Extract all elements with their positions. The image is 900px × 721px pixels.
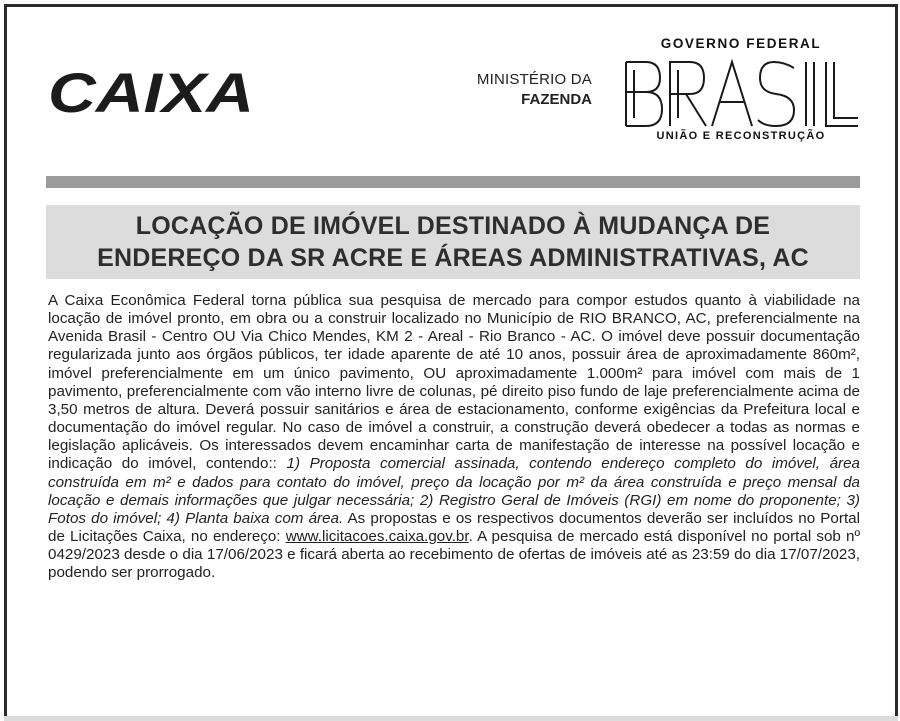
bottom-edge: [4, 716, 898, 721]
body-proposals: As propostas e os respectivos documentos deverão ser incluídos no Portal de Licitações Caixa, no endereço:: [48, 509, 860, 546]
ministry-label: [420, 70, 592, 110]
ministry-line1: MINISTÉRIO DA: [476, 71, 592, 88]
uniao-reconstrucao-label: UNIÃO E RECONSTRUÇÃO: [656, 130, 826, 142]
title-line1: LOCAÇÃO DE IMÓVEL DESTINADO À MUDANÇA DE: [135, 212, 771, 240]
brasil-logo: [624, 58, 860, 130]
body-intro: A Caixa Econômica Federal torna pública sua pesquisa de mercado para compor estudos quanto à viabilidade na locação de imóvel pronto, em obra ou a construir localizado no Município de RIO BRANCO, AC, preferencialmente na Avenida Brasil - Centro OU Via Chico Mendes, KM 2 - Areal - Rio Branco - AC. O imóvel deve possuir documentação regularizada junto aos órgãos públicos, ter idade aparente de até 10 anos, possuir área de aproximadamente 860m², imóvel preferencialmente em um único pavimento, OU aproximadamente 1.000m² para imóvel com mais de 1 pavimento, preferencialmente com vão interno livre de colunas, pé direito piso fundo de laje preferencialmente acima de 3,50 metros de altura. Deverá possuir sanitários e área de estacionamento, conforme exigências da Prefeitura local e documentação do imóvel regular. No caso de imóvel a construir, a construção deverá obedecer a todas as normas e legislação aplicáveis. Os interessados devem encaminhar carta de manifestação de interesse na possível locação e indicação do imóvel, contendo::: [48, 292, 860, 473]
svg-text:CAIXA: CAIXA: [48, 62, 254, 120]
body-closing: . A pesquisa de mercado está disponível no portal sob nº 0429/2023 desde o dia 17/06/2023 e ficará aberta ao recebimento de ofertas de imóveis até as 23:59 do dia 17/07/2023, podendo ser prorrogado.: [48, 528, 860, 582]
caixa-logo: [46, 62, 258, 120]
title-line2: ENDEREÇO DA SR ACRE E ÁREAS ADMINISTRATIVAS, AC: [97, 244, 809, 272]
body-items: 1) Proposta comercial assinada, contendo endereço completo do imóvel, área construída em m² e dados para contato do imóvel, preço da locação por m² da área construída e preço mensal da locação e demais informações que julgar necessária; 2) Registro Geral de Imóveis (RGI) em nome do proponente; 3) Fotos do imóvel; 4) Planta baixa com área.: [48, 455, 860, 527]
notice-title: [46, 205, 860, 279]
governo-federal-label: GOVERNO FEDERAL: [660, 36, 822, 51]
notice-body: [48, 292, 860, 583]
header-divider: [46, 176, 860, 188]
portal-link[interactable]: www.licitacoes.caixa.gov.br: [285, 528, 469, 546]
ministry-line2: FAZENDA: [521, 91, 592, 108]
